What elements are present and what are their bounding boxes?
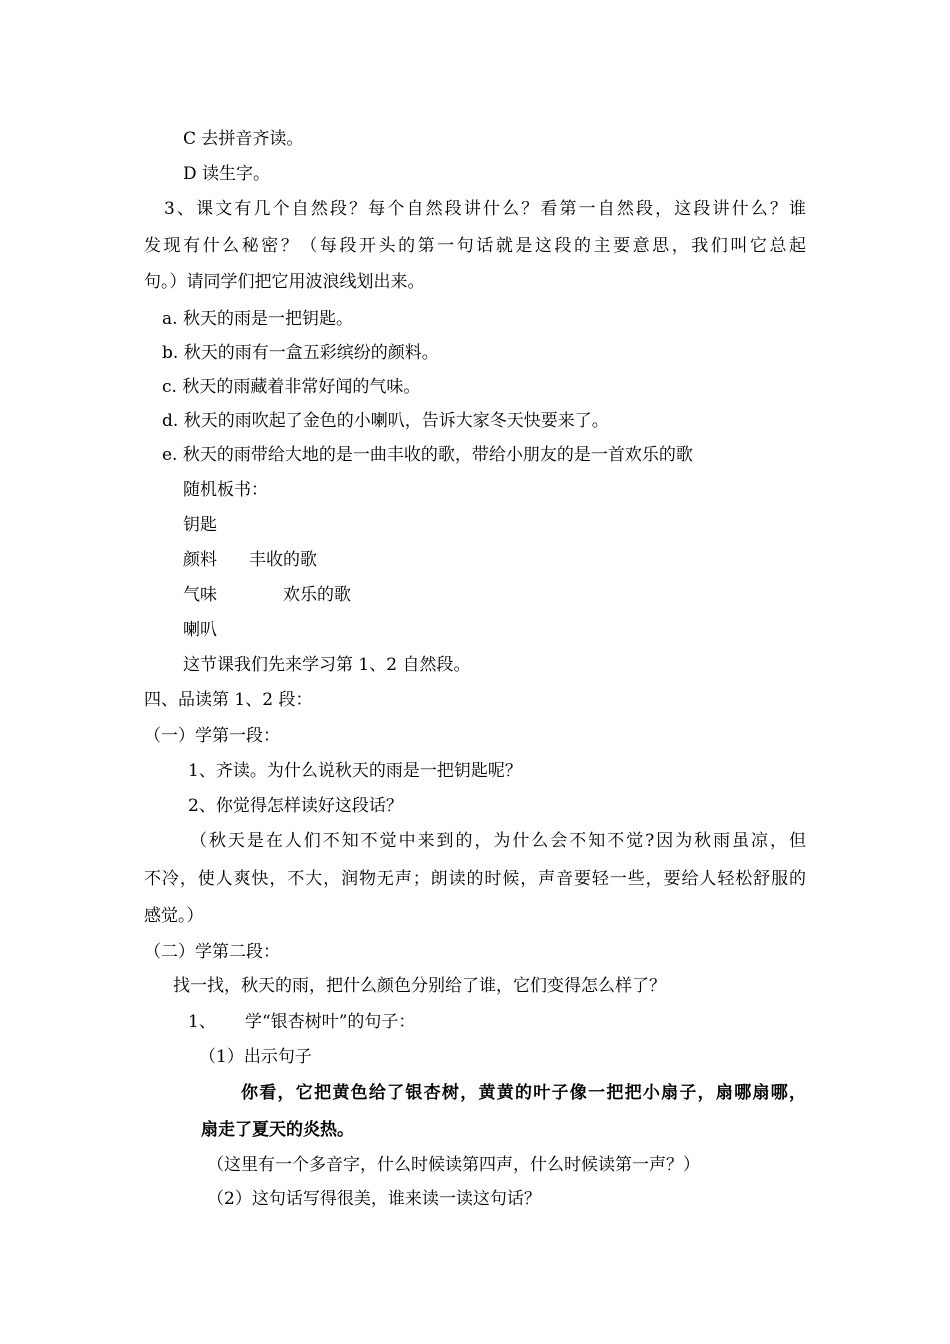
text-line: C 去拼音齐读。 <box>183 129 304 149</box>
board-word: 钥匙 <box>183 515 217 535</box>
text-line: （这里有一个多音字，什么时候读第四声，什么时候读第一声？） <box>207 1155 700 1175</box>
list-item: d. 秋天的雨吹起了金色的小喇叭，告诉大家冬天快要来了。 <box>162 411 609 431</box>
board-word: 欢乐的歌 <box>283 585 351 605</box>
text-line: （秋天是在人们不知不觉中来到的，为什么会不知不觉?因为秋雨虽凉，但 <box>190 831 806 851</box>
list-item: c. 秋天的雨藏着非常好闻的气味。 <box>162 377 421 397</box>
text-line: 感觉。） <box>144 906 204 926</box>
quoted-sentence: 你看，它把黄色给了银杏树，黄黄的叶子像一把把小扇子，扇哪扇哪， <box>241 1083 806 1103</box>
quoted-sentence: 扇走了夏天的炎热。 <box>201 1120 354 1140</box>
text-line: 2、你觉得怎样读好这段话？ <box>188 796 403 816</box>
text-line: （1）出示句子 <box>199 1047 312 1067</box>
text-line: 不冷，使人爽快，不大，润物无声；朗读的时候，声音要轻一些，要给人轻松舒服的 <box>144 869 806 889</box>
section-heading: （一）学第一段： <box>144 726 280 746</box>
list-number: 1、 <box>188 1012 216 1032</box>
text-line: 1、齐读。为什么说秋天的雨是一把钥匙呢？ <box>188 761 522 781</box>
list-item: a. 秋天的雨是一把钥匙。 <box>162 309 353 329</box>
list-item: e. 秋天的雨带给大地的是一曲丰收的歌，带给小朋友的是一首欢乐的歌 <box>162 445 693 465</box>
board-word: 气味 <box>183 585 217 605</box>
list-item: b. 秋天的雨有一盒五彩缤纷的颜料。 <box>162 343 439 363</box>
text-line: 句。）请同学们把它用波浪线划出来。 <box>144 272 425 292</box>
text-line: 3、课文有几个自然段？每个自然段讲什么？看第一自然段，这段讲什么？谁 <box>164 199 806 219</box>
board-word: 丰收的歌 <box>249 550 317 570</box>
section-heading: 四、品读第 1、2 段： <box>144 690 313 710</box>
text-line: 这节课我们先来学习第 1、2 自然段。 <box>183 655 471 675</box>
text-line: 找一找，秋天的雨，把什么颜色分别给了谁，它们变得怎么样了？ <box>173 976 666 996</box>
text-line: D 读生字。 <box>183 164 271 184</box>
text-line: 学“银杏树叶”的句子： <box>245 1012 416 1032</box>
board-word: 喇叭 <box>183 620 217 640</box>
text-line: 发现有什么秘密？（每段开头的第一句话就是这段的主要意思，我们叫它总起 <box>144 236 806 256</box>
section-heading: （二）学第二段： <box>144 942 280 962</box>
text-line: （2）这句话写得很美，谁来读一读这句话？ <box>207 1189 541 1209</box>
text-line: 随机板书： <box>183 480 268 500</box>
board-word: 颜料 <box>183 550 217 570</box>
